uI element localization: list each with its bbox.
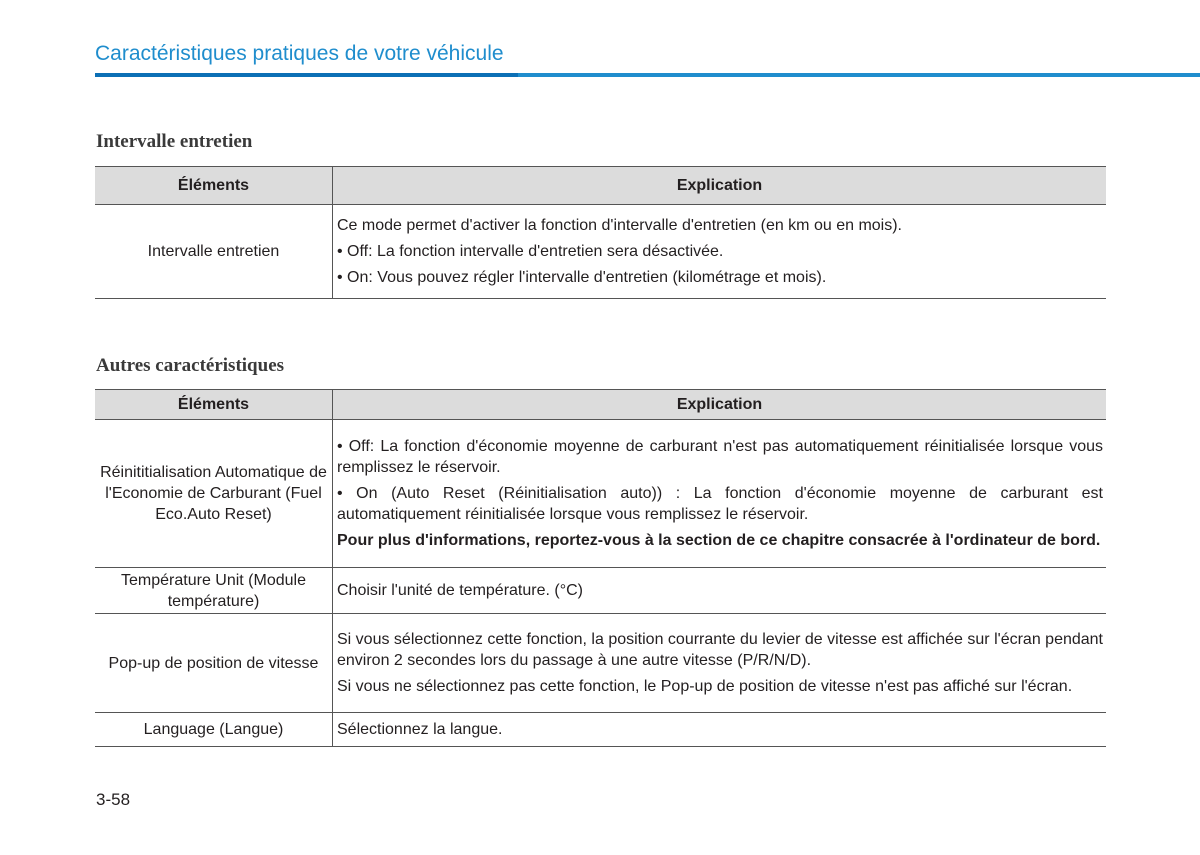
item-cell — [95, 713, 333, 747]
explanation-line: • On: Vous pouvez régler l'intervalle d'entretien (kilométrage et mois). — [337, 269, 827, 286]
item-label: Température Unit (Module température) — [121, 571, 306, 610]
other-features-table — [95, 389, 1106, 747]
table-row — [95, 713, 1106, 747]
item-label: Réinititialisation Automatique de l'Economie de Carburant (Fuel Eco.Auto Reset) — [100, 464, 327, 523]
explanation-cell — [333, 420, 1107, 568]
column-header-explication: Explication — [333, 167, 1107, 205]
section-title-intervalle: Intervalle entretien — [96, 131, 253, 152]
explanation-cell — [333, 614, 1107, 713]
item-cell — [95, 205, 333, 299]
page-number: 3-58 — [96, 790, 131, 809]
item-cell — [95, 614, 333, 713]
item-cell — [95, 568, 333, 614]
explanation-line: Si vous sélectionnez cette fonction, la position courrante du levier de vitesse est affichée sur l'écran pendant environ 2 secondes lors du passage à une autre vitesse (P/R/N/D). — [337, 631, 1103, 669]
column-header-elements: Éléments — [95, 390, 333, 420]
explanation-cell — [333, 205, 1107, 299]
header-rule-accent — [95, 73, 518, 77]
column-header-explication: Explication — [333, 390, 1107, 420]
section-title-autres: Autres caractéristiques — [96, 355, 285, 376]
item-cell — [95, 420, 333, 568]
table-row — [95, 614, 1106, 713]
explanation-line: Si vous ne sélectionnez pas cette fonction, le Pop-up de position de vitesse n'est pas affiché sur l'écran. — [337, 678, 1073, 695]
explanation-line: Choisir l'unité de température. (°C) — [337, 582, 583, 599]
explanation-cell — [333, 713, 1107, 747]
table-header-row — [95, 167, 1106, 205]
item-label: Pop-up de position de vitesse — [108, 654, 319, 672]
explanation-line: • Off: La fonction intervalle d'entretien sera désactivée. — [337, 243, 724, 260]
table-row — [95, 568, 1106, 614]
table-row — [95, 420, 1106, 568]
maintenance-interval-table — [95, 166, 1106, 299]
table-header-row — [95, 390, 1106, 420]
item-label: Language (Langue) — [143, 721, 284, 738]
explanation-line: • On (Auto Reset (Réinitialisation auto)) : La fonction d'économie moyenne de carburant est automatiquement réinitialisée lorsque vous remplissez le réservoir. — [337, 485, 1103, 523]
explanation-line: Ce mode permet d'activer la fonction d'intervalle d'entretien (en km ou en mois). — [337, 217, 902, 234]
item-label: Intervalle entretien — [147, 243, 280, 260]
page-header-title: Caractéristiques pratiques de votre véhicule — [95, 42, 504, 65]
explanation-line: Sélectionnez la langue. — [337, 721, 503, 738]
explanation-note: Pour plus d'informations, reportez-vous à la section de ce chapitre consacrée à l'ordinateur de bord. — [337, 532, 1101, 549]
table-row — [95, 205, 1106, 299]
explanation-cell — [333, 568, 1107, 614]
explanation-line: • Off: La fonction d'économie moyenne de carburant n'est pas automatiquement réinitialisée lorsque vous remplissez le réservoir. — [337, 438, 1103, 476]
column-header-elements: Éléments — [95, 167, 333, 205]
